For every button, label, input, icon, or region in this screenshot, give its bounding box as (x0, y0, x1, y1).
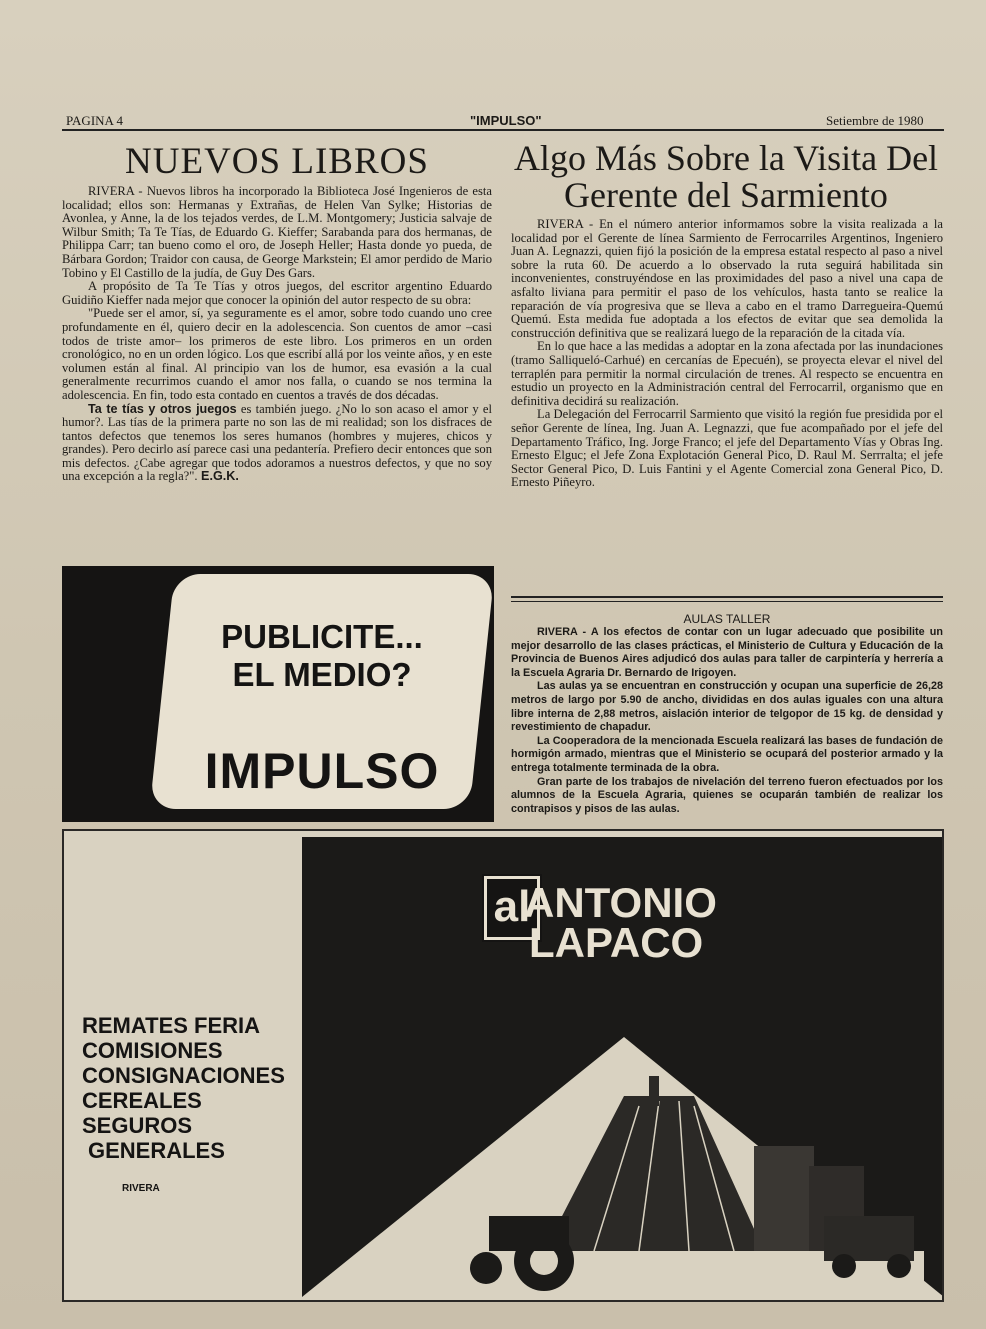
books-article-title: NUEVOS LIBROS (125, 141, 429, 182)
service-item: CONSIGNACIONES (82, 1063, 285, 1088)
aulas-paragraph: Las aulas ya se encuentran en construcción y ocupan una superficie de 26,28 metros de largo por 5.90 de ancho, divididas en dos aulas iguales con una altura libre interna de 2,88 metros, aislación interior de telgopor de 15 kg. de densidad y revestimiento de chapadur. (511, 680, 943, 734)
service-item: REMATES FERIA (82, 1013, 261, 1038)
issue-date: Setiembre de 1980 (826, 113, 924, 128)
services-list (82, 1013, 285, 1163)
visit-article-title: Algo Más Sobre la Visita Del Gerente del Sarmiento (513, 138, 939, 215)
aulas-paragraph: La Cooperadora de la mencionada Escuela realizará las bases de fundación de hormigón armado, mientras que el Ministerio se ocupará del posterior armado y la entrega totalmente terminada de la obra. (511, 734, 943, 774)
author-signature: E.G.K. (197, 469, 239, 484)
aulas-paragraph: Gran parte de los trabajos de nivelación del terreno fueron efectuados por los alumnos de la Escuela Agraria, quienes se ocuparán también de realizar los contrapisos y pisos de las aulas. (511, 775, 943, 815)
aulas-paragraph: RIVERA - A los efectos de contar con un lugar adecuado que posibilite un mejor desarrollo de las clases prácticas, el Ministerio de Cultura y Educación de la Provincia de Buenos Aires adjudicó dos aulas para taller de carpintería y herrería a la Escuela Agraria Dr. Bernardo de Irigoyen. (511, 626, 943, 679)
books-paragraph: A propósito de Ta Te Tías y otros juegos, del escritor argentino Eduardo Guidiño Kieffer nada mejor que conocer la opinión del autor respecto de su obra: (62, 279, 492, 307)
books-article-body (62, 185, 492, 484)
books-paragraph (62, 403, 492, 485)
aulas-article-body (511, 626, 943, 816)
books-paragraph-text: es también juego. ¿No lo son acaso el amor y el humor?. Las tías de la primera parte no son las de mi realidad; son los disfraces de tantos defectos que tenemos los seres humanos (hombres y mujeres, chicos y grandes). Pero decirlo así parece casi una pedantería. Prefiero decir entonces que son mis defectos. ¿Cabe agregar que todos adoramos a nuestros defectos, y que no soy una excepción a la regla?". (62, 401, 492, 484)
visit-paragraph: La Delegación del Ferrocarril Sarmiento que visitó la región fue presidida por el señor Gerente de línea, Ing. Juan A. Legnazzi, que fue acompañado por el jefe del Departamento Tráfico, Ing. Jorge Franco; el jefe del Departamento Vías y Obras Ing. Ernesto Elguc; el Jefe Zona Explotación General Pico, D. Raul M. Serrralta; el jefe Sector General Pico, D. Luis Fantini y el Agente Comercial zona General Pico, D. Ernesto Piñeyro. (511, 407, 943, 490)
visit-paragraph: En lo que hace a las medidas a adoptar en la zona afectada por las inundaciones (tramo Salliqueló-Carhué) en cercanías de Epecuén), se proyecta elevar el nivel del terraplén para permitir la normal circulación de trenes. Al respecto se encuentra en estudio un proyecto en la Administración central del Ferrocarril, organismo que en definitiva decidirá su realización. (511, 339, 943, 408)
service-item: SEGUROS (82, 1113, 193, 1138)
aulas-article-title: AULAS TALLER (683, 612, 771, 626)
visit-article-body (511, 218, 943, 490)
visit-paragraph: RIVERA - En el número anterior informamos sobre la visita realizada a la localidad por el Gerente de línea Sarmiento de Ferrocarriles Argentinos, Ingeniero Juan A. Legnazzi, quien fijó la posición de la empresa estatal respecto al paso a nivel sobre la ruta 60. De acuerdo a lo observado la ruta seguirá habilitada sin inconvenientes, construyéndose en las proximidades del paso a nivel una capa de asfalto liviana para permitir el paso de los vehículos, hasta tanto se realice la reparación de vía progresiva que se lleva a cabo en el tramo Darregueira-Quemú Quemú. Esta medida fue adoptada a los efectos de evitar que sea demolida la construcción definitiva que se realizará luego de la reparación de la citada vía. (511, 217, 943, 340)
lapaco-logo: al (484, 876, 540, 940)
books-paragraph: "Puede ser el amor, sí, ya seguramente es el amor, sobre todo cuando uno cree profundamente en él, quiero decir en la adolescencia. Son cuentos de amor –casi todos de triste amor– los primeros de este libro. Los primeros en un orden cronológico, no en un orden lógico. Los que escribí allá por los veinte años, y en este volumen están al final. Al principio van los de humor, esa evasión a la cual generalmente recurrimos cuando el amor nos falla, o cuando se nos termina la adolescencia. En fin, todo esta contado en cuentos a través de dos décadas. (62, 306, 492, 402)
service-item: CEREALES (82, 1088, 202, 1113)
ad-headline (157, 618, 487, 694)
impulso-advertisement (62, 566, 494, 822)
ad-headline-line1: PUBLICITE... (221, 618, 423, 655)
lapaco-advertisement (62, 829, 944, 1302)
ad-headline-line2: EL MEDIO? (232, 656, 412, 693)
books-paragraph: RIVERA - Nuevos libros ha incorporado la Biblioteca José Ingenieros de esta localidad; ellos son: Hermanas y Extrañas, de Helen Van Sylke; Historias de Avonlea, y Anne, la de los tejados verdes, de L.M. Montgomery; Justicia salvaje de Wilbur Smith; Ta Te Tías, de Eduardo G. Kieffer; Sarabanda para dos hermanas, de Philippa Carr; tan bueno como el oro, de Joseph Heller; Hasta donde yo pueda, de Bárbara Gordon; Traidor con causa, de George Markstein; El amor perdido de Mario Tobino y El Castillo de la judía, de Guy Des Gars. (62, 184, 492, 280)
section-divider (511, 601, 943, 602)
business-name-line2: LAPACO (529, 919, 704, 966)
header-rule (62, 129, 944, 131)
business-name (524, 879, 824, 966)
service-item: GENERALES (88, 1138, 225, 1163)
book-title-bold: Ta te tías y otros juegos (88, 401, 237, 416)
section-divider (511, 596, 943, 598)
ad-brand: IMPULSO (204, 743, 440, 799)
page-number: PAGINA 4 (66, 113, 123, 128)
farm-illustration (394, 1076, 924, 1296)
service-item: COMISIONES (82, 1038, 223, 1063)
ad-city: RIVERA (122, 1183, 160, 1194)
business-name-line1: ANTONIO (524, 879, 717, 926)
newspaper-name: "IMPULSO" (470, 113, 542, 128)
